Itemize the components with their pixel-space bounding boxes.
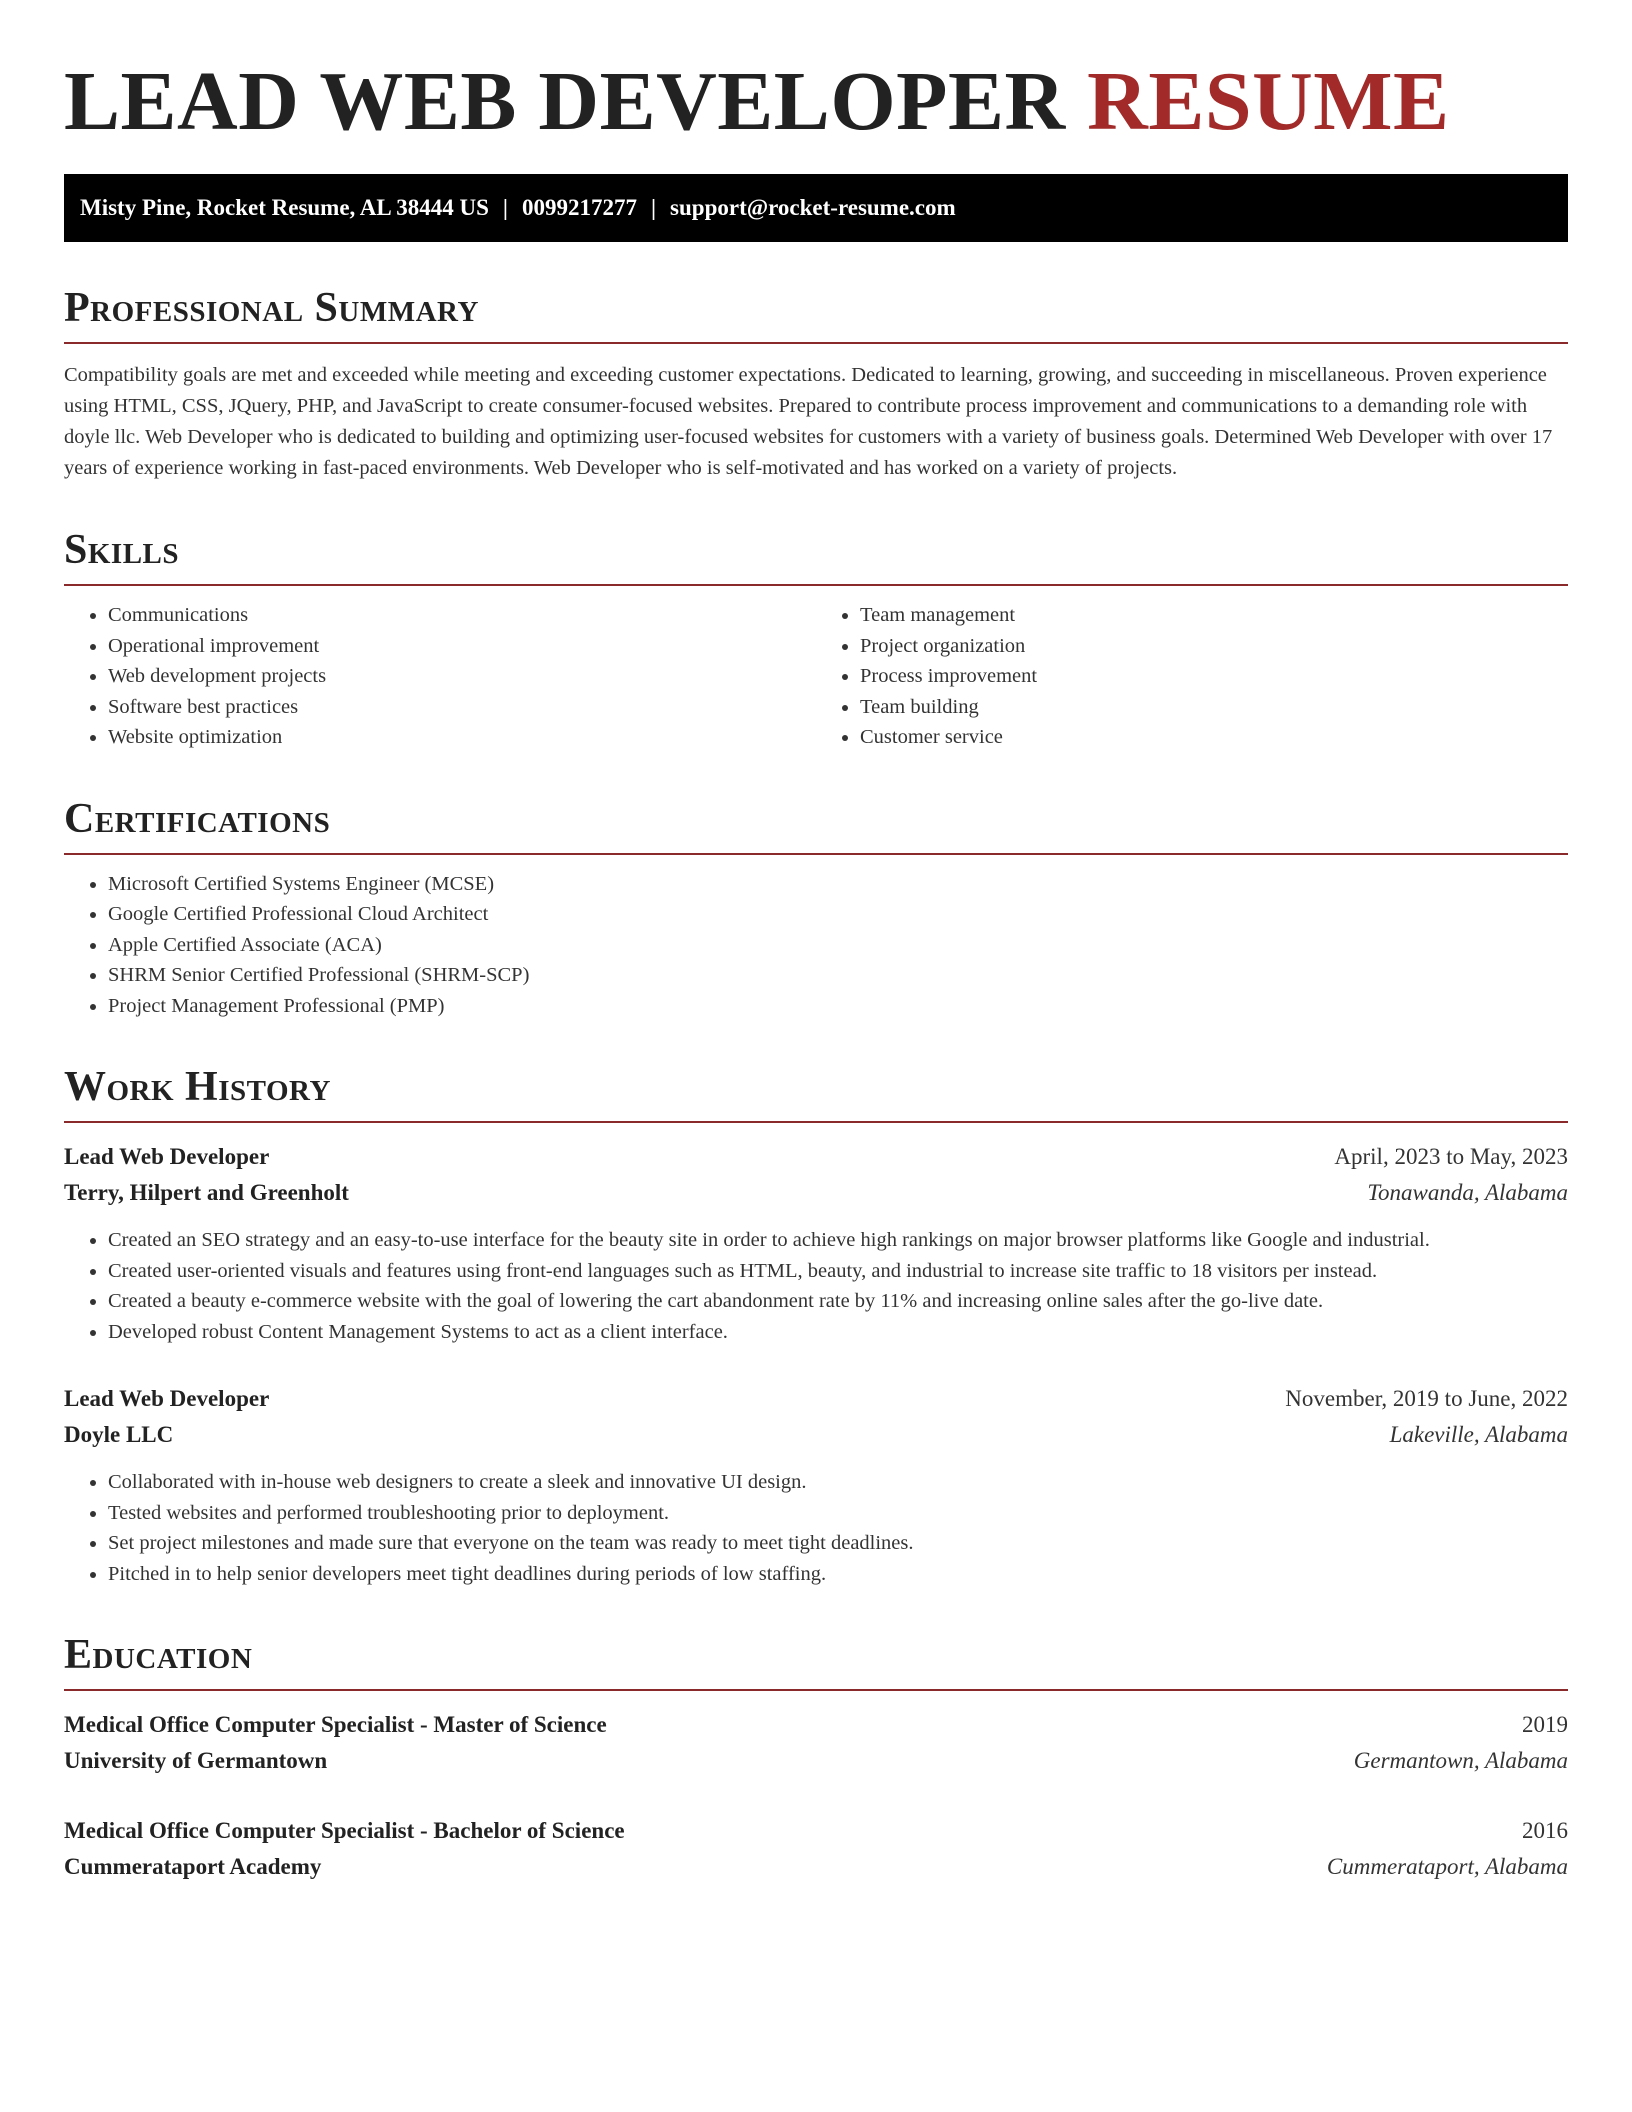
skill-item: • Software best practices [108, 692, 816, 723]
job-entry [64, 1139, 1568, 1347]
contact-phone: 0099217277 [521, 195, 637, 220]
certification-item: • SHRM Senior Certified Professional (SHRM-SCP) [108, 960, 1568, 991]
education-school: Cummerataport Academy [64, 1854, 322, 1879]
job-company-row [64, 1417, 1568, 1453]
job-bullet: • Pitched in to help senior developers meet tight deadlines during periods of low staffing. [108, 1559, 1568, 1590]
skills-grid [64, 586, 1568, 753]
education-entry [64, 1707, 1568, 1779]
job-bullets [64, 1467, 1568, 1589]
certification-item: • Apple Certified Associate (ACA) [108, 930, 1568, 961]
skill-item: • Website optimization [108, 722, 816, 753]
education-degree: Medical Office Computer Specialist - Master of Science [64, 1712, 607, 1737]
certifications-heading: Certifications [64, 795, 1568, 855]
certifications-list [64, 869, 1568, 1022]
job-header-row [64, 1381, 1568, 1417]
job-bullet: • Tested websites and performed troubleshooting prior to deployment. [108, 1498, 1568, 1529]
job-title: Lead Web Developer [64, 1144, 270, 1169]
education-location: Cummerataport, Alabama [1326, 1854, 1568, 1879]
skill-item: • Customer service [860, 722, 1568, 753]
certification-item: • Microsoft Certified Systems Engineer (MCSE) [108, 869, 1568, 900]
certifications-section [64, 795, 1568, 1022]
job-company: Doyle LLC [64, 1422, 174, 1447]
certification-item: • Project Management Professional (PMP) [108, 991, 1568, 1022]
job-dates: April, 2023 to May, 2023 [1334, 1144, 1568, 1169]
job-bullets [64, 1225, 1568, 1347]
education-degree-row [64, 1813, 1568, 1849]
job-entry [64, 1381, 1568, 1589]
summary-heading: Professional Summary [64, 284, 1568, 344]
education-year: 2016 [1522, 1818, 1568, 1843]
job-location: Lakeville, Alabama [1389, 1422, 1568, 1447]
contact-email: support@rocket-resume.com [670, 195, 956, 220]
work-history-heading: Work History [64, 1063, 1568, 1123]
education-year: 2019 [1522, 1712, 1568, 1737]
education-location: Germantown, Alabama [1353, 1748, 1568, 1773]
education-section [64, 1631, 1568, 1885]
education-entry [64, 1813, 1568, 1885]
contact-bar [64, 174, 1568, 242]
summary-section [64, 284, 1568, 484]
job-dates: November, 2019 to June, 2022 [1285, 1386, 1568, 1411]
education-degree: Medical Office Computer Specialist - Bachelor of Science [64, 1818, 625, 1843]
job-title: Lead Web Developer [64, 1386, 270, 1411]
job-bullet: • Developed robust Content Management Systems to act as a client interface. [108, 1317, 1568, 1348]
job-bullet: • Collaborated with in-house web designers to create a sleek and innovative UI design. [108, 1467, 1568, 1498]
summary-text: Compatibility goals are met and exceeded while meeting and exceeding customer expectations. Dedicated to learning, growing, and succeeding in miscellaneous. Proven experience using HTML, CSS, JQuery, PHP, and JavaScript to create consumer-focused websites. Prepared to contribute process improvement and communications to a demanding role with doyle llc. Web Developer who is dedicated to building and optimizing user-focused websites for customers with a variety of business goals. Determined Web Developer with over 17 years of experience working in fast-paced environments. Web Developer who is self-motivated and has worked on a variety of projects. [64, 364, 1553, 479]
job-bullet: • Created a beauty e-commerce website with the goal of lowering the cart abandonment rate by 11% and increasing online sales after the go-live date. [108, 1286, 1568, 1317]
skill-item: • Team management [860, 600, 1568, 631]
job-bullet: • Created an SEO strategy and an easy-to-use interface for the beauty site in order to achieve high rankings on major browser platforms like Google and industrial. [108, 1225, 1568, 1256]
education-school-row [64, 1743, 1568, 1779]
job-location: Tonawanda, Alabama [1367, 1180, 1568, 1205]
education-school-row [64, 1849, 1568, 1885]
job-company-row [64, 1175, 1568, 1211]
skills-list-right [816, 600, 1568, 753]
skill-item: • Operational improvement [108, 631, 816, 662]
job-header-row [64, 1139, 1568, 1175]
skills-heading: Skills [64, 526, 1568, 586]
skills-section [64, 526, 1568, 753]
job-bullet: • Set project milestones and made sure that everyone on the team was ready to meet tight deadlines. [108, 1528, 1568, 1559]
skills-list-left [64, 600, 816, 753]
work-history-section [64, 1063, 1568, 1589]
contact-separator: | [650, 195, 657, 220]
education-heading: Education [64, 1631, 1568, 1691]
contact-address: Misty Pine, Rocket Resume, AL 38444 US [80, 195, 489, 220]
resume-title [64, 52, 1568, 152]
skill-item: • Communications [108, 600, 816, 631]
certification-item: • Google Certified Professional Cloud Architect [108, 899, 1568, 930]
job-bullet: • Created user-oriented visuals and features using front-end languages such as HTML, beauty, and industrial to increase site traffic to 18 visitors per instead. [108, 1256, 1568, 1287]
title-accent: RESUME [1087, 55, 1450, 148]
education-degree-row [64, 1707, 1568, 1743]
education-school: University of Germantown [64, 1748, 328, 1773]
title-main: LEAD WEB DEVELOPER [64, 55, 1066, 148]
skill-item: • Team building [860, 692, 1568, 723]
skill-item: • Project organization [860, 631, 1568, 662]
contact-separator: | [502, 195, 508, 220]
skill-item: • Process improvement [860, 661, 1568, 692]
skill-item: • Web development projects [108, 661, 816, 692]
job-company: Terry, Hilpert and Greenholt [64, 1180, 349, 1205]
